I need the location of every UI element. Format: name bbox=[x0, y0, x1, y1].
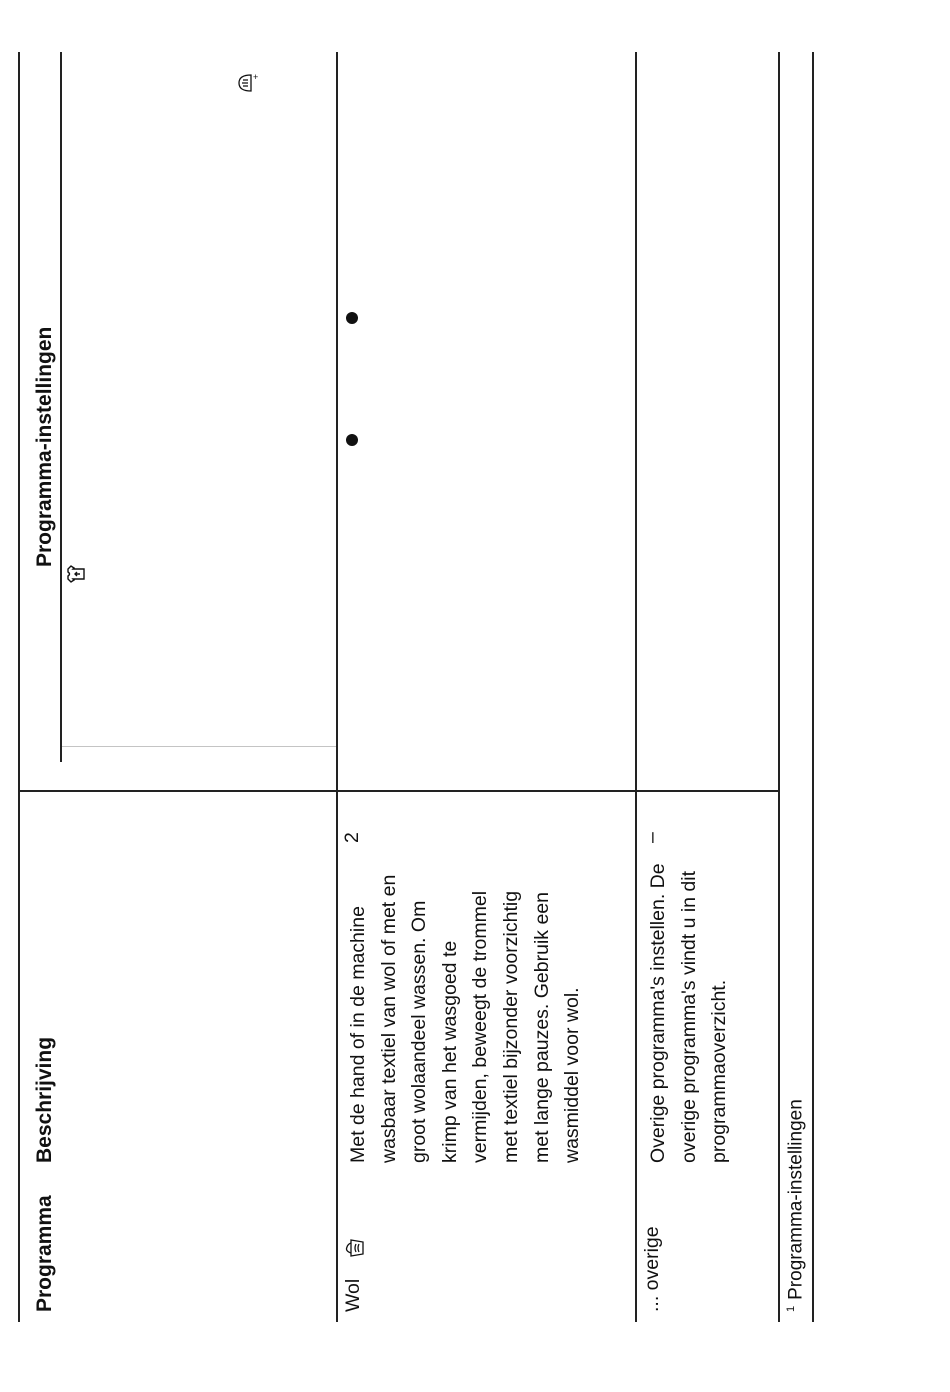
footnote-number: 1 bbox=[785, 1305, 797, 1312]
row-wol-value: 2 bbox=[341, 832, 363, 843]
settings-subcolumn-tick-1 bbox=[62, 746, 336, 747]
table-top-rule bbox=[18, 52, 20, 1322]
shirt-icon bbox=[64, 562, 88, 586]
column-separator bbox=[18, 790, 778, 792]
svg-text:+: + bbox=[253, 72, 258, 82]
extra-rinse-icon bbox=[232, 72, 258, 94]
footnote bbox=[786, 1099, 805, 1312]
header-program: Programma bbox=[33, 1195, 56, 1312]
row-rule-2 bbox=[635, 52, 637, 1322]
row-overige-value: – bbox=[641, 832, 663, 843]
row-wol-program bbox=[344, 1279, 364, 1312]
hand-wash-wool-icon bbox=[344, 1236, 366, 1260]
row-wol-program-label: Wol bbox=[342, 1278, 364, 1312]
row-wol-description: Met de hand of in de machine wasbaar textiel van wol of met en groot wolaandeel wassen. Om krimp van het wasgoed te vermijden, beweegt de trommel met textiel bijzonder voorzichtig met lange pauzes. Gebruik een wasmiddel voor wol. bbox=[347, 874, 584, 1163]
header-rule bbox=[60, 52, 62, 762]
row-rule-3 bbox=[778, 52, 780, 1322]
row-wol-setting-mark-2 bbox=[346, 312, 358, 324]
row-overige-program: ... overige bbox=[641, 1226, 663, 1312]
row-wol-setting-mark-1 bbox=[346, 434, 358, 446]
footnote-text: Programma-instellingen bbox=[785, 1099, 807, 1300]
header-settings: Programma-instellingen bbox=[33, 326, 56, 567]
row-rule-1 bbox=[336, 52, 338, 1322]
row-overige-description: Overige programma's instellen. De overige programma's vindt u in dit programmaoverzicht. bbox=[647, 863, 731, 1163]
header-description: Beschrijving bbox=[33, 1036, 56, 1163]
table-bottom-rule bbox=[812, 52, 814, 1322]
